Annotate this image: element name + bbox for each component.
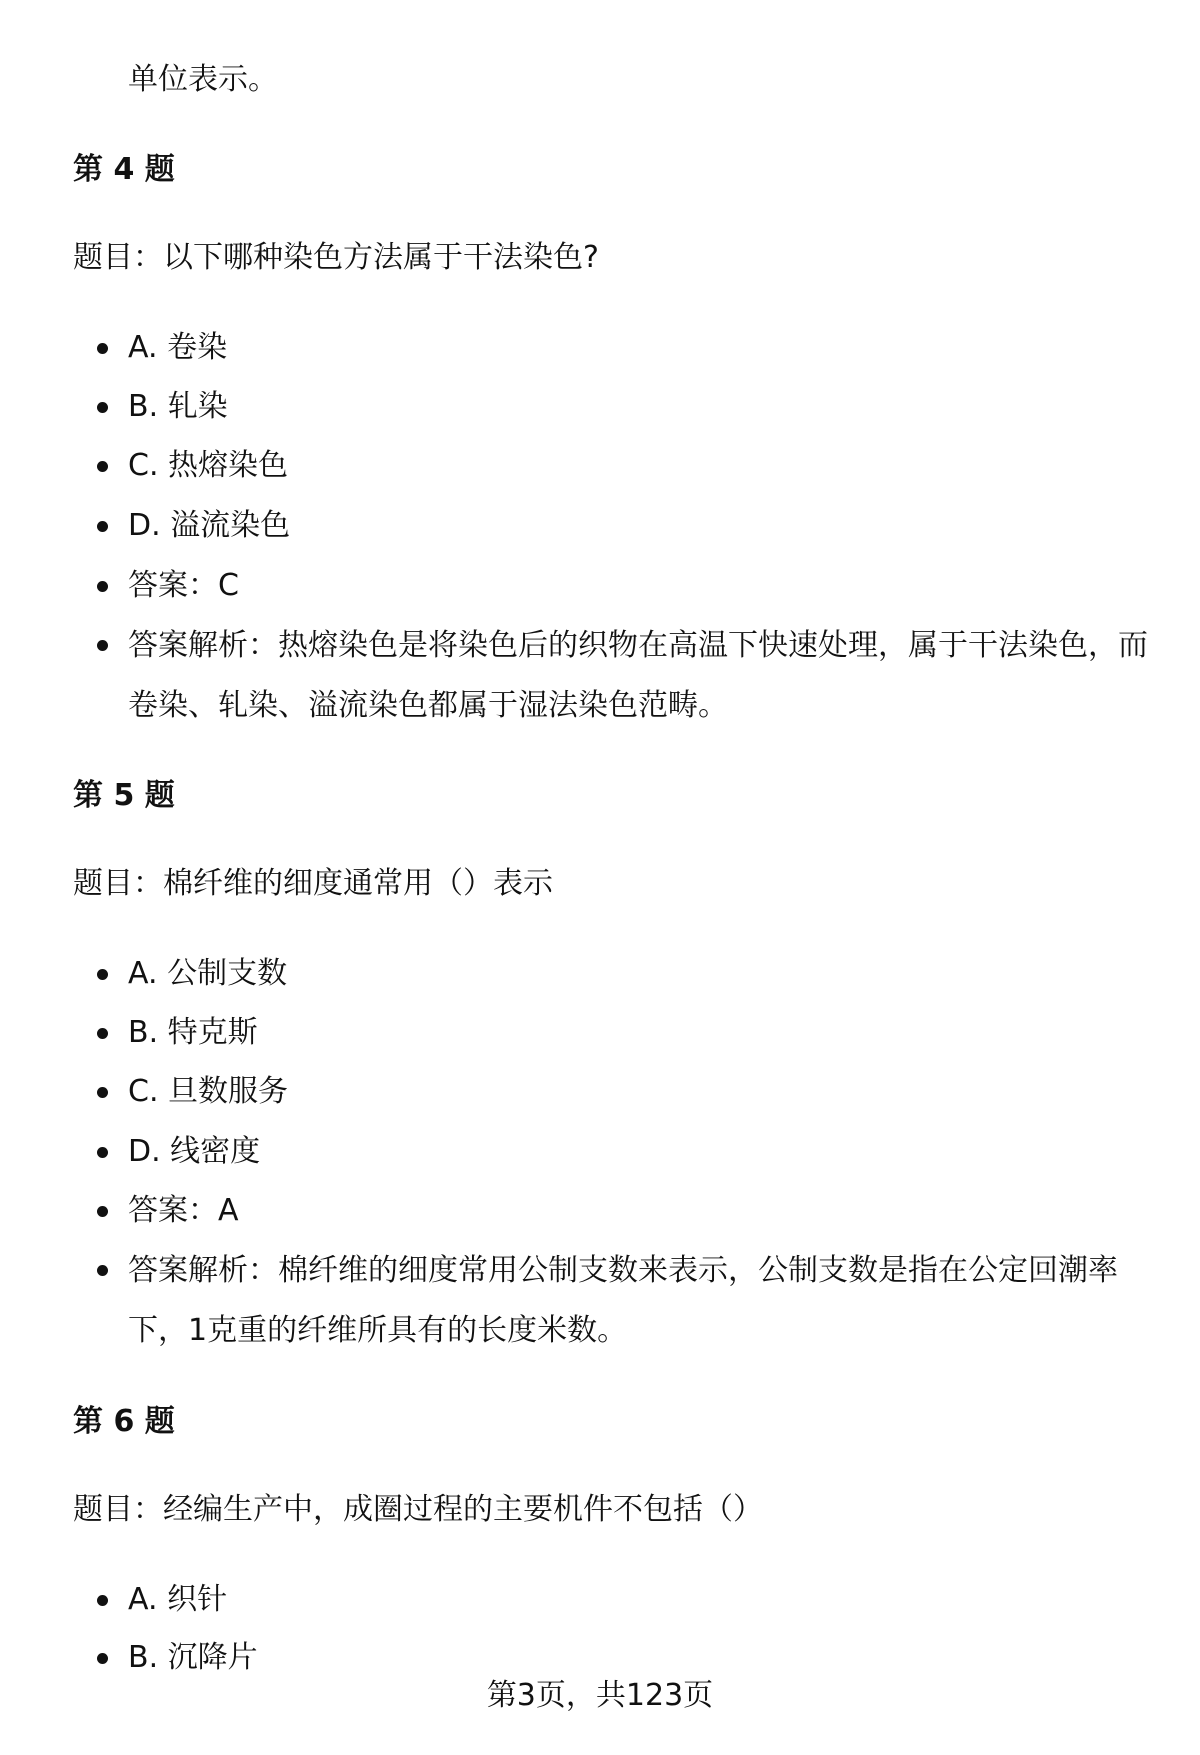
- explanation-item: [97, 1241, 1157, 1361]
- explanation-item: [97, 616, 1157, 736]
- option-text: B. 特克斯: [128, 1015, 258, 1050]
- option-text: D. 溢流染色: [128, 508, 291, 543]
- explanation-text: 答案解析：热熔染色是将染色后的织物在高温下快速处理，属于干法染色，而卷染、轧染、溢流染色都属于湿法染色范畴。: [128, 628, 1148, 723]
- answer-text: 答案：C: [128, 568, 239, 603]
- bullet-icon: [97, 1595, 108, 1606]
- option-text: A. 卷染: [128, 330, 228, 365]
- bullet-icon: [97, 969, 108, 980]
- question-heading: 第 6 题: [73, 1404, 175, 1439]
- bullet-icon: [97, 1206, 108, 1217]
- explanation-text: 答案解析：棉纤维的细度常用公制支数来表示，公制支数是指在公定回潮率下，1克重的纤维所具有的长度米数。: [128, 1253, 1118, 1348]
- option-text: A. 公制支数: [128, 956, 288, 991]
- question-prompt: 题目：以下哪种染色方法属于干法染色?: [73, 240, 599, 275]
- question-prompt: 题目：经编生产中，成圈过程的主要机件不包括（）: [73, 1492, 763, 1527]
- bullet-icon: [97, 343, 108, 354]
- bullet-icon: [97, 461, 108, 472]
- option-text: C. 热熔染色: [128, 448, 289, 483]
- bullet-icon: [97, 1653, 108, 1664]
- bullet-icon: [97, 1265, 108, 1276]
- answer-text: 答案：A: [128, 1193, 239, 1228]
- option-text: B. 沉降片: [128, 1640, 258, 1675]
- continuation-text: 单位表示。: [128, 62, 278, 97]
- bullet-icon: [97, 1147, 108, 1158]
- option-text: D. 线密度: [128, 1134, 261, 1169]
- bullet-icon: [97, 1087, 108, 1098]
- page-footer: 第3页，共123页: [486, 1678, 714, 1713]
- question-heading: 第 4 题: [73, 152, 175, 187]
- question-prompt: 题目：棉纤维的细度通常用（）表示: [73, 866, 553, 901]
- option-text: A. 织针: [128, 1582, 228, 1617]
- bullet-icon: [97, 521, 108, 532]
- option-text: B. 轧染: [128, 389, 228, 424]
- bullet-icon: [97, 1028, 108, 1039]
- bullet-icon: [97, 581, 108, 592]
- bullet-icon: [97, 640, 108, 651]
- option-text: C. 旦数服务: [128, 1074, 289, 1109]
- question-heading: 第 5 题: [73, 778, 175, 813]
- bullet-icon: [97, 402, 108, 413]
